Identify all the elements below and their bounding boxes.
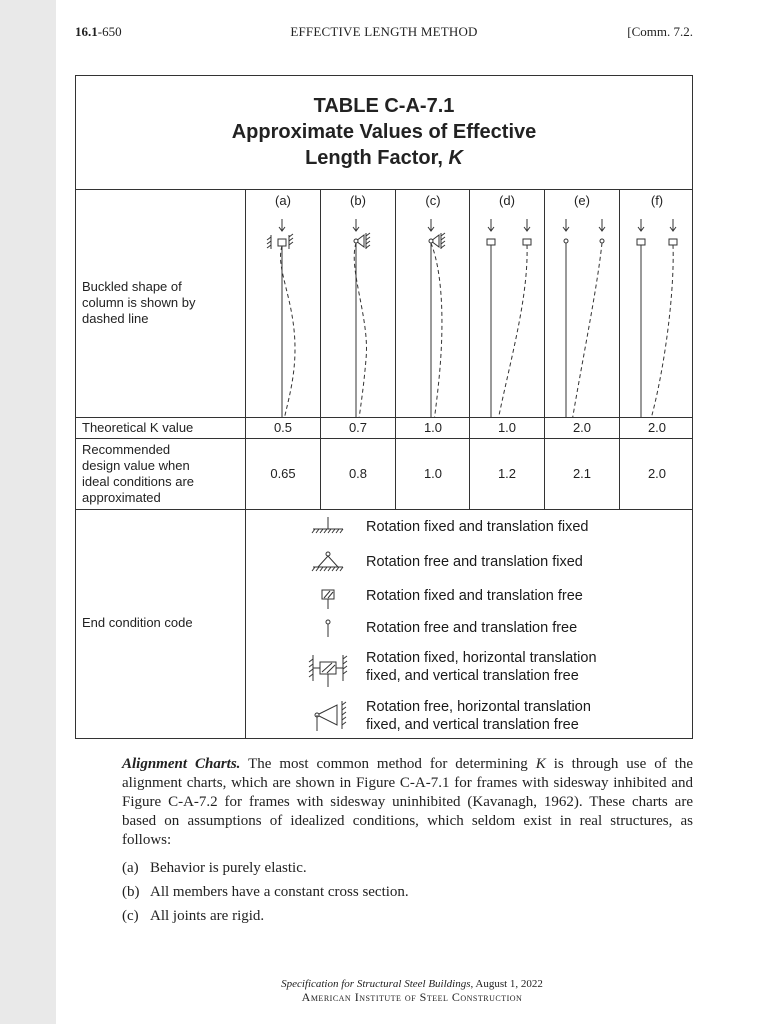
document-page bbox=[56, 0, 768, 1024]
end-condition-label: End condition code bbox=[82, 615, 193, 630]
recommended-k-f: 2.0 bbox=[647, 466, 667, 481]
guided-pin-icon bbox=[315, 701, 346, 731]
running-title: EFFECTIVE LENGTH METHOD bbox=[290, 24, 478, 39]
alignment-charts-paragraph: Alignment Charts. The most common method for determining K is through use of the alignment charts, which are shown in Figure C-A-7.1 for frames with sidesway inhibited and Figure C-A-7.2 for frames with sidesway uninhibited (Kavanagh, 1962). These charts are based on assumptions of idealized conditions, which seldom exist in real structures, as follows: bbox=[122, 756, 693, 848]
commentary-ref: [Comm. 7.2. bbox=[627, 24, 693, 39]
column-a-diagram bbox=[267, 219, 295, 417]
theoretical-k-f: 2.0 bbox=[647, 420, 667, 435]
table-title-line: Length Factor, K bbox=[305, 147, 463, 169]
row-divider bbox=[76, 417, 692, 418]
legend-fixed-free: Rotation fixed and translation free bbox=[366, 588, 583, 604]
recommended-k-e: 2.1 bbox=[572, 466, 592, 481]
buckled-shapes-diagram bbox=[245, 189, 692, 417]
column-header-e: (e) bbox=[574, 193, 590, 208]
recommended-value-label: Recommended design value when ideal conditions are approximated bbox=[82, 442, 195, 505]
theoretical-k-b: 0.7 bbox=[348, 420, 368, 435]
recommended-k-b: 0.8 bbox=[348, 466, 368, 481]
page-footer: Specification for Structural Steel Buildings, August 1, 2022 American Institute of Steel Construction bbox=[281, 978, 543, 1004]
table-number: TABLE C-A-7.1 bbox=[313, 95, 455, 117]
row-divider bbox=[76, 438, 692, 439]
legend-free-free: Rotation free and translation free bbox=[366, 620, 578, 636]
free-pin-icon bbox=[326, 620, 330, 637]
legend-guided-fixed: Rotation fixed, horizontal translation fixed, and vertical translation free bbox=[366, 650, 597, 684]
theoretical-k-a: 0.5 bbox=[273, 420, 293, 435]
effective-length-table bbox=[75, 75, 693, 739]
theoretical-k-e: 2.0 bbox=[572, 420, 592, 435]
free-fixed-block-icon bbox=[322, 590, 334, 609]
table-title bbox=[76, 76, 692, 190]
list-item: (c) All joints are rigid. bbox=[122, 908, 265, 924]
legend-fixed-fixed: Rotation fixed and translation fixed bbox=[366, 519, 589, 535]
list-item: (a) Behavior is purely elastic. bbox=[122, 860, 307, 876]
table-title-line: Approximate Values of Effective bbox=[231, 121, 537, 143]
column-header-a: (a) bbox=[275, 193, 291, 208]
column-header-d: (d) bbox=[499, 193, 515, 208]
theoretical-k-label: Theoretical K value bbox=[82, 420, 194, 435]
legend-free-fixed: Rotation free and translation fixed bbox=[366, 554, 583, 570]
fixed-support-icon bbox=[312, 517, 343, 533]
legend-guided-free: Rotation free, horizontal translation fixed, and vertical translation free bbox=[366, 699, 591, 733]
column-header-b: (b) bbox=[350, 193, 366, 208]
running-head bbox=[75, 24, 693, 42]
recommended-k-c: 1.0 bbox=[423, 466, 443, 481]
guided-fixed-icon bbox=[309, 655, 347, 687]
theoretical-k-d: 1.0 bbox=[497, 420, 517, 435]
column-header-f: (f) bbox=[650, 193, 664, 208]
column-header-c: (c) bbox=[425, 193, 441, 208]
pin-support-icon bbox=[312, 552, 343, 571]
buckled-shape-label: Buckled shape of column is shown by dashed line bbox=[82, 279, 196, 326]
recommended-k-d: 1.2 bbox=[497, 466, 517, 481]
list-item: (b) All members have a constant cross section. bbox=[122, 884, 409, 900]
page-number: 16.1-650 bbox=[75, 24, 122, 39]
theoretical-k-c: 1.0 bbox=[423, 420, 443, 435]
recommended-k-a: 0.65 bbox=[270, 466, 296, 481]
